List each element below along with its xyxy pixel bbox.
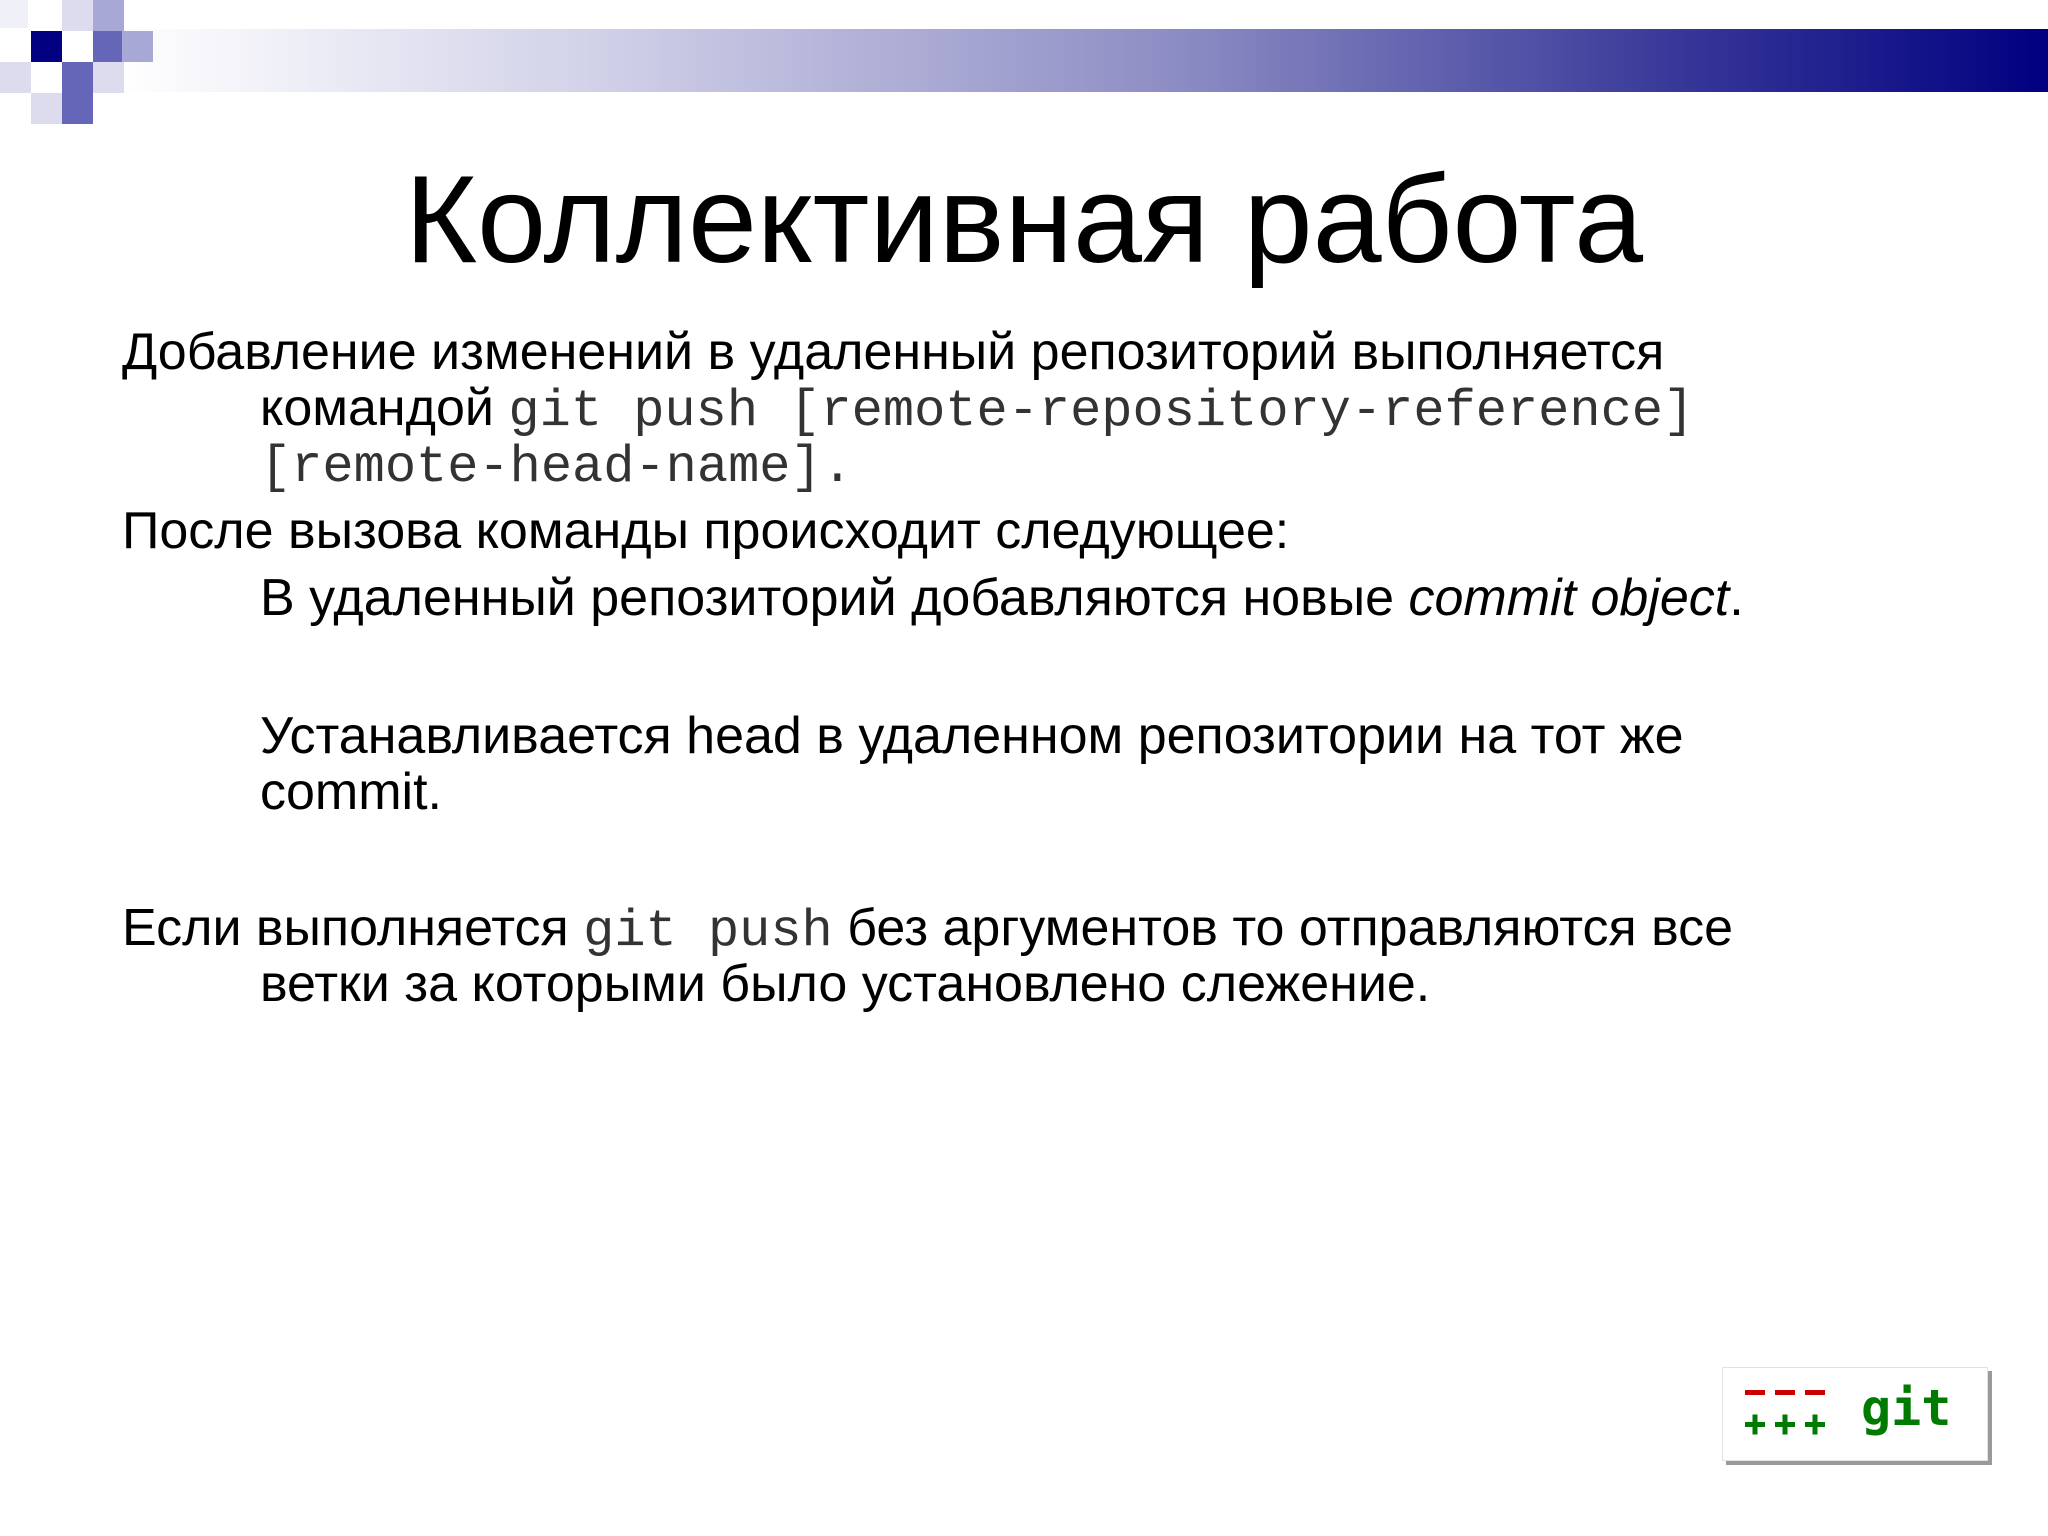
header-square (62, 62, 93, 93)
header-square (62, 0, 93, 31)
git-logo (1722, 1367, 1988, 1461)
sub-item-1-italic: commit object (1408, 569, 1730, 627)
header-square (0, 62, 31, 93)
header-gradient-bar (120, 29, 2048, 92)
item-1-code-continued: [remote-head-name]. (260, 438, 853, 497)
item-3-line-1 (122, 898, 1733, 962)
sub-item-1-text: В удаленный репозиторий добавляются новые (260, 569, 1409, 627)
header-square (122, 31, 153, 62)
header-square (31, 31, 62, 62)
item-1-line-2 (260, 378, 1694, 442)
item-1-code: git push [remote-repository-reference] (508, 382, 1695, 441)
git-diff-marks-icon (1741, 1386, 1851, 1442)
item-1-text: Добавление изменений в удаленный репозиторий выполняется (122, 323, 1665, 381)
item-2-text: После вызова команды происходит следующее: (122, 502, 1290, 560)
sub-item-2-text-continued: commit. (260, 763, 442, 821)
sub-item-2-text: Устанавливается head в удаленном репозитории на тот же (260, 707, 1684, 765)
sub-item-2-line-2 (260, 762, 442, 822)
item-3-text-continued: ветки за которыми было установлено слежение. (260, 955, 1431, 1013)
item-1-line-3 (260, 434, 853, 498)
item-2 (122, 501, 1289, 561)
item-1-line-1 (122, 322, 1664, 382)
item-3-text: Если выполняется (122, 899, 584, 957)
slide-title: Коллективная работа (404, 151, 1644, 289)
item-3-line-2 (260, 954, 1430, 1014)
item-3-text-rest: без аргументов то отправляются все (832, 899, 1734, 957)
item-1-text-command: командой (260, 379, 509, 437)
sub-item-1 (260, 568, 1744, 628)
header-square (62, 93, 93, 124)
header-square (93, 31, 124, 62)
header-square (93, 62, 124, 93)
header-square (31, 93, 62, 124)
git-logo-word: git (1861, 1379, 1952, 1437)
sub-item-2-line-1 (260, 706, 1684, 766)
item-3-code: git push (583, 902, 833, 961)
sub-item-1-period: . (1729, 569, 1744, 627)
header-square (93, 0, 124, 31)
header-square (0, 0, 28, 28)
